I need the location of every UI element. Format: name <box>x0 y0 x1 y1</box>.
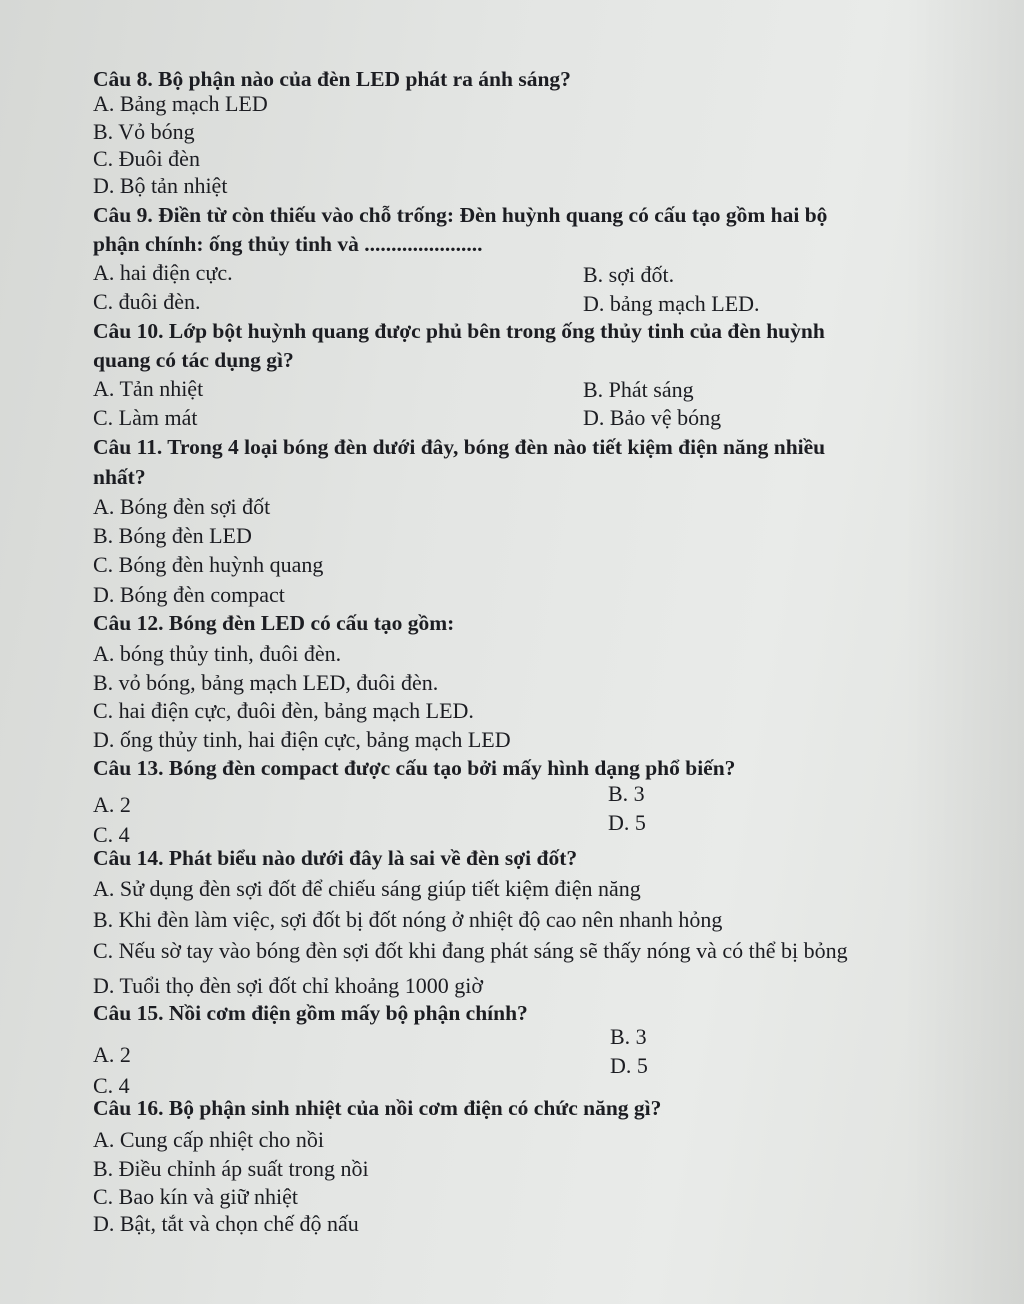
question-11-option-c: C. Bóng đèn huỳnh quang <box>93 552 324 577</box>
question-15-option-b: B. 3 <box>610 1024 647 1049</box>
question-13-option-d: D. 5 <box>608 810 646 835</box>
question-8-option-b: B. Vỏ bóng <box>93 119 195 144</box>
question-8-option-a: A. Bảng mạch LED <box>93 91 268 116</box>
question-15-option-c: C. 4 <box>93 1073 130 1098</box>
page-shadow <box>904 0 1024 1304</box>
question-11-option-d: D. Bóng đèn compact <box>93 582 285 607</box>
question-8-option-d: D. Bộ tản nhiệt <box>93 173 228 198</box>
question-10-option-a: A. Tản nhiệt <box>93 376 204 401</box>
question-9-option-c: C. đuôi đèn. <box>93 289 201 314</box>
question-12-option-d: D. ống thủy tinh, hai điện cực, bảng mạch LED <box>93 727 511 752</box>
question-10-option-d: D. Bảo vệ bóng <box>583 405 722 430</box>
question-15-option-d: D. 5 <box>610 1053 648 1078</box>
question-9-option-b: B. sợi đốt. <box>583 262 675 287</box>
question-11-title-line1: Câu 11. Trong 4 loại bóng đèn dưới đây, bóng đèn nào tiết kiệm điện năng nhiều <box>93 435 826 459</box>
question-9-option-d: D. bảng mạch LED. <box>583 291 760 316</box>
question-11-option-b: B. Bóng đèn LED <box>93 523 252 548</box>
question-14-option-a: A. Sử dụng đèn sợi đốt để chiếu sáng giúp tiết kiệm điện năng <box>93 876 641 901</box>
question-15-option-a: A. 2 <box>93 1042 131 1067</box>
question-13-option-c: C. 4 <box>93 822 130 847</box>
question-12-option-c: C. hai điện cực, đuôi đèn, bảng mạch LED. <box>93 698 474 723</box>
question-10-title-line1: Câu 10. Lớp bột huỳnh quang được phủ bên trong ống thủy tinh của đèn huỳnh <box>93 319 825 343</box>
question-16-option-c: C. Bao kín và giữ nhiệt <box>93 1184 299 1209</box>
question-9-title-line1: Câu 9. Điền từ còn thiếu vào chỗ trống: Đèn huỳnh quang có cấu tạo gồm hai bộ <box>93 203 828 227</box>
question-10-option-c: C. Làm mát <box>93 405 198 430</box>
question-16-option-b: B. Điều chỉnh áp suất trong nồi <box>93 1156 369 1181</box>
question-13-option-b: B. 3 <box>608 781 645 806</box>
question-14-title: Câu 14. Phát biểu nào dưới đây là sai về đèn sợi đốt? <box>93 846 578 870</box>
question-13-title: Câu 13. Bóng đèn compact được cấu tạo bởi mấy hình dạng phổ biến? <box>93 756 736 780</box>
question-12-option-a: A. bóng thủy tinh, đuôi đèn. <box>93 641 342 666</box>
question-13-option-a: A. 2 <box>93 792 131 817</box>
question-15-title: Câu 15. Nồi cơm điện gồm mấy bộ phận chính? <box>93 1001 528 1025</box>
question-14-option-b: B. Khi đèn làm việc, sợi đốt bị đốt nóng ở nhiệt độ cao nên nhanh hỏng <box>93 907 723 932</box>
question-12-option-b: B. vỏ bóng, bảng mạch LED, đuôi đèn. <box>93 670 439 695</box>
question-16-title: Câu 16. Bộ phận sinh nhiệt của nồi cơm điện có chức năng gì? <box>93 1096 662 1120</box>
question-12-title: Câu 12. Bóng đèn LED có cấu tạo gồm: <box>93 611 455 635</box>
question-11-title-line2: nhất? <box>93 465 146 489</box>
question-14-option-d: D. Tuổi thọ đèn sợi đốt chỉ khoảng 1000 giờ <box>93 973 483 998</box>
question-16-option-a: A. Cung cấp nhiệt cho nồi <box>93 1127 324 1152</box>
question-14-option-c: C. Nếu sờ tay vào bóng đèn sợi đốt khi đang phát sáng sẽ thấy nóng và có thể bị bỏng <box>93 938 848 963</box>
question-10-title-line2: quang có tác dụng gì? <box>93 348 294 372</box>
question-10-option-b: B. Phát sáng <box>583 377 694 402</box>
question-9-option-a: A. hai điện cực. <box>93 260 233 285</box>
question-8-option-c: C. Đuôi đèn <box>93 146 200 171</box>
question-16-option-d: D. Bật, tắt và chọn chế độ nấu <box>93 1211 359 1236</box>
question-9-title-line2: phận chính: ống thủy tinh và ...................... <box>93 232 483 256</box>
question-11-option-a: A. Bóng đèn sợi đốt <box>93 494 271 519</box>
question-8-title: Câu 8. Bộ phận nào của đèn LED phát ra ánh sáng? <box>93 67 571 91</box>
